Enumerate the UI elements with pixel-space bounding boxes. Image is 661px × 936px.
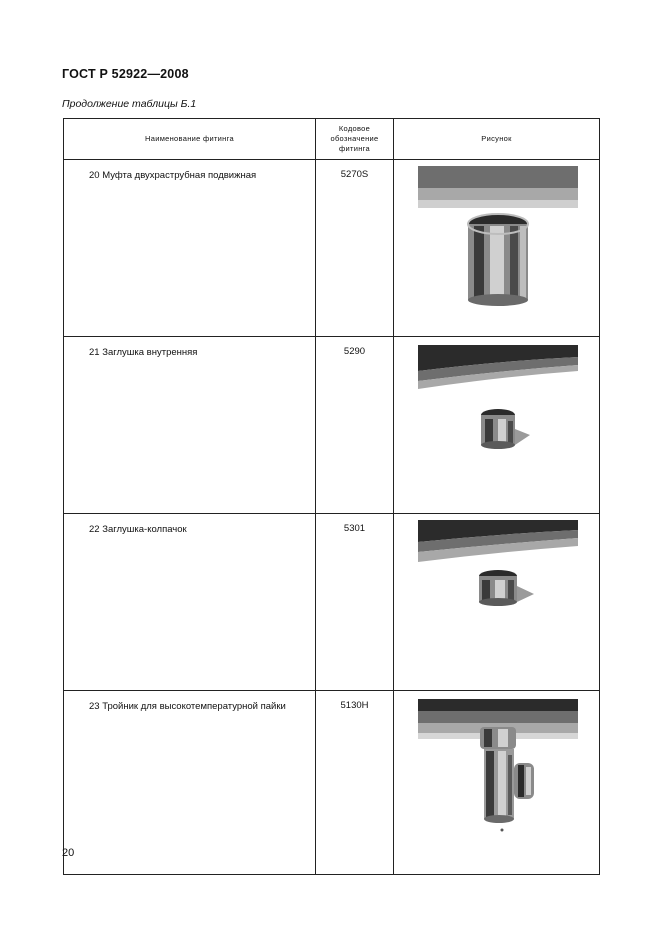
internal-plug-photo-icon	[418, 345, 578, 465]
table-row	[64, 514, 600, 691]
fittings-table	[63, 118, 600, 875]
table-row	[64, 160, 600, 337]
fitting-picture-cell	[394, 691, 600, 875]
fitting-picture-cell	[394, 514, 600, 691]
cap-plug-photo-icon	[418, 520, 578, 620]
fitting-name: 22 Заглушка-колпачок	[64, 514, 316, 691]
fitting-code: 5270S	[316, 160, 394, 337]
table-row	[64, 337, 600, 514]
fitting-name: 23 Тройник для высокотемпературной пайки	[64, 691, 316, 875]
fitting-name: 21 Заглушка внутренняя	[64, 337, 316, 514]
fitting-name: 20 Муфта двухраструбная подвижная	[64, 160, 316, 337]
column-header-code	[316, 119, 394, 160]
fitting-picture-cell	[394, 160, 600, 337]
column-header-picture: Рисунок	[394, 119, 600, 160]
high-temp-tee-photo-icon	[418, 699, 578, 839]
column-header-code-line1: Кодовое	[338, 124, 371, 133]
table-header-row	[64, 119, 600, 160]
column-header-code-line3: фитинга	[339, 144, 370, 153]
document-standard-title: ГОСТ Р 52922—2008	[62, 67, 189, 81]
sliding-coupling-photo-icon	[418, 166, 578, 316]
fitting-code: 5130H	[316, 691, 394, 875]
page-number: 20	[62, 847, 75, 859]
column-header-name: Наименование фитинга	[64, 119, 316, 160]
fitting-code: 5290	[316, 337, 394, 514]
table-caption: Продолжение таблицы Б.1	[62, 98, 197, 110]
fitting-code: 5301	[316, 514, 394, 691]
table-row	[64, 691, 600, 875]
fitting-picture-cell	[394, 337, 600, 514]
column-header-code-line2: обозначение	[330, 134, 379, 143]
